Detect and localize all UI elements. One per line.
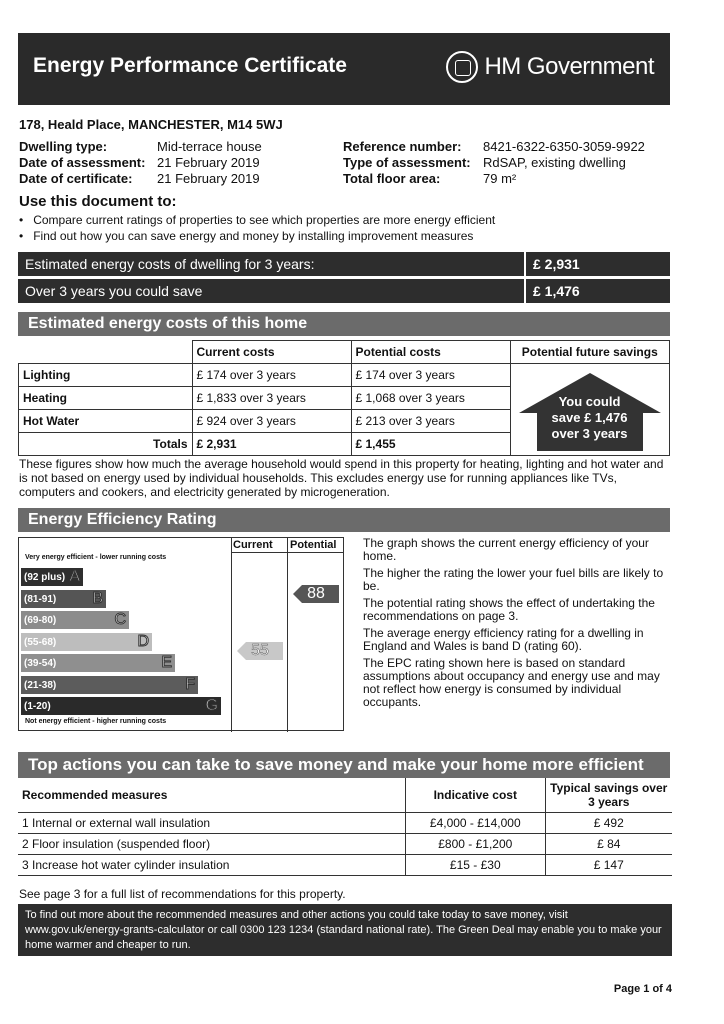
- table-row: Heating £ 1,833 over 3 years £ 1,068 over 3 years: [19, 387, 670, 410]
- rating-section-title: Energy Efficiency Rating: [18, 508, 670, 532]
- costs-table: Current costs Potential costs Potential future savings Lighting £ 174 over 3 years £ 174 over 3 years You could save £ 1,476 over 3 years Heating £ 1,833 over 3 years £ 1,068 over 3 years Hot Water £ 924 over 3 years £ 213 over 3 years Totals £ 2,931 £ 1,455: [18, 340, 670, 456]
- certificate-header: [18, 33, 670, 105]
- page-number: Page 1 of 4: [613, 983, 672, 995]
- could-save-bar: Over 3 years you could save £ 1,476: [18, 279, 670, 303]
- rating-band-f: (21-38) F: [21, 676, 198, 694]
- potential-rating-arrow: 88: [293, 585, 339, 603]
- actions-table: Recommended measures Indicative cost Typical savings over 3 years 1 Internal or external wall insulation £4,000 - £14,000 £ 492 2 Floor insulation (suspended floor) £800 - £1,200 £ 84 3 Increase hot water cylinder insulation £15 - £30 £ 147: [18, 778, 672, 876]
- rating-explanation: The graph shows the current energy efficiency of your home. The higher the rating the lower your fuel bills are likely to be. The potential rating shows the effect of undertaking the recommendations on page 3. The average energy efficiency rating for a dwelling in England and Wales is band D (rating 60). The EPC rating shown here is based on standard assumptions about occupancy and energy use and may not reflect how energy is consumed by individual occupants.: [363, 536, 664, 709]
- details-left: Dwelling type: Mid-terrace house Date of assessment: 21 February 2019 Date of certificate: 21 February 2019: [19, 139, 262, 186]
- costs-note: These figures show how much the average household would spend in this property for heating, lighting and hot water and is not based on energy used by individual households. This excludes energy use for running appliances like TVs, computers and cookers, and electricity generated by microgeneration.: [19, 457, 664, 499]
- rating-band-a: (92 plus) A: [21, 568, 83, 586]
- grants-info-box: To find out more about the recommended measures and other actions you could take today to save money, visit www.gov.uk/energy-grants-calculator or call 0300 123 1234 (standard national rate). The Green Deal may enable you to make your home warmer and cheaper to run.: [18, 904, 672, 956]
- rating-band-g: (1-20) G: [21, 697, 221, 715]
- estimated-cost-bar: Estimated energy costs of dwelling for 3 years: £ 2,931: [18, 252, 670, 276]
- list-item: • Find out how you can save energy and money by installing improvement measures: [19, 229, 474, 243]
- table-row: Hot Water £ 924 over 3 years £ 213 over 3 years: [19, 410, 670, 433]
- table-row: 1 Internal or external wall insulation £4,000 - £14,000 £ 492: [18, 813, 672, 834]
- details-right: Reference number: 8421-6322-6350-3059-9922 Type of assessment: RdSAP, existing dwelling Total floor area: 79 m²: [343, 139, 645, 186]
- see-page-note: See page 3 for a full list of recommendations for this property.: [19, 887, 346, 901]
- rating-band-c: (69-80) C: [21, 611, 129, 629]
- use-bullets: [19, 213, 495, 243]
- gov-logo: HM Government: [446, 51, 654, 83]
- actions-section-title: Top actions you can take to save money and make your home more efficient: [18, 752, 670, 778]
- use-document-heading: Use this document to:: [19, 193, 177, 210]
- table-row: Totals £ 2,931 £ 1,455: [19, 433, 670, 456]
- table-row: 2 Floor insulation (suspended floor) £800 - £1,200 £ 84: [18, 834, 672, 855]
- list-item: • Compare current ratings of properties to see which properties are more energy efficient: [19, 213, 496, 227]
- table-row: 3 Increase hot water cylinder insulation £15 - £30 £ 147: [18, 855, 672, 876]
- property-address: 178, Heald Place, MANCHESTER, M14 5WJ: [19, 117, 283, 132]
- rating-chart: Current Potential Very energy efficient - lower running costs Not energy efficient - higher running costs (92 plus) A (81-91) B (69-80) C (55-68) D (39-54) E (21-38) F (1-20) G 55 88: [18, 537, 344, 731]
- rating-band-e: (39-54) E: [21, 654, 175, 672]
- certificate-title: Energy Performance Certificate: [33, 54, 347, 77]
- table-row: Lighting £ 174 over 3 years £ 174 over 3 years You could save £ 1,476 over 3 years: [19, 364, 670, 387]
- costs-section-title: Estimated energy costs of this home: [18, 312, 670, 336]
- rating-band-b: (81-91) B: [21, 590, 106, 608]
- royal-crest-icon: [446, 51, 478, 83]
- current-rating-arrow: 55: [237, 642, 283, 660]
- rating-band-d: (55-68) D: [21, 633, 152, 651]
